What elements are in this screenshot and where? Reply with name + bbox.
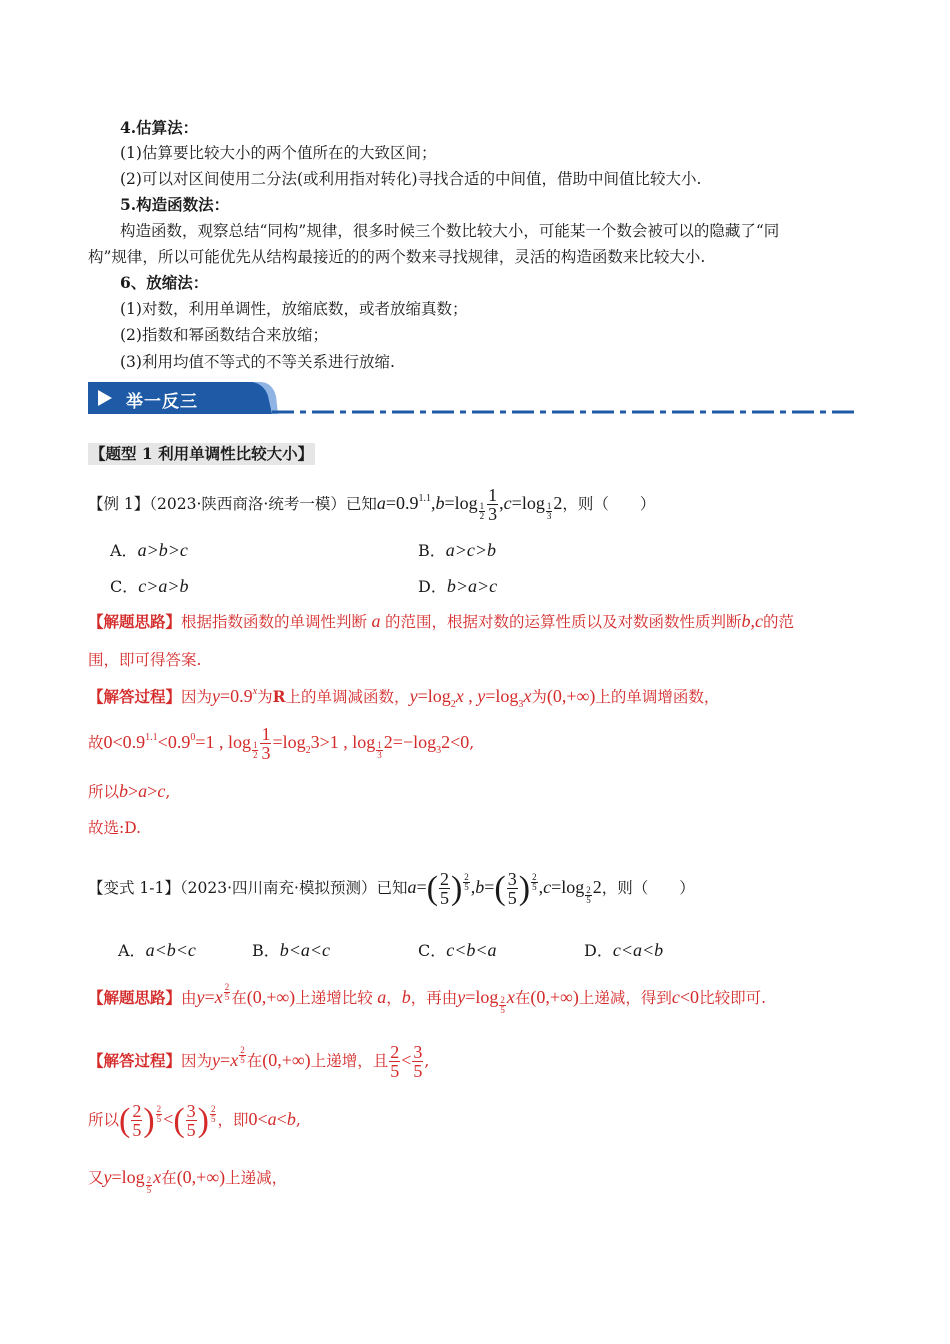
variant1-tail: ，则（ ） <box>601 879 695 897</box>
variant1-question <box>88 862 695 912</box>
method6-line1: (1)对数，利用单调性，放缩底数，或者放缩真数； <box>120 300 468 318</box>
method6-title: 6、放缩法： <box>120 273 209 292</box>
variant1-proc-tag: 【解答过程】 <box>88 1051 182 1070</box>
example1-expr: $a=0.9^{1.1},b=\log$ $_{\frac{1}{2}}$ $\frac{1}{3}$ ,c=log $_{\frac{1}{3}}$ 2 <box>376 485 563 525</box>
variant1-choice-b[interactable]: B．b<a<c <box>252 940 331 960</box>
banner-dash-line <box>272 410 860 414</box>
example1-question <box>88 483 655 523</box>
example1-tag: 【例 1】 <box>88 495 150 513</box>
example1-proc-line1: 【解答过程】因为$y=0.9^x$为R上的单调减函数，$y=\log_2x$ , $y=\log_3x$为(0,+∞)上的单调增函数， <box>88 686 720 710</box>
variant1-source: （2023·四川南充·模拟预测）已知 <box>179 879 408 897</box>
method6-line2: (2)指数和幂函数结合来放缩； <box>120 326 328 344</box>
example1-choice-b[interactable]: B．a>c>b <box>418 540 497 560</box>
method5-title: 5.构造函数法： <box>120 195 230 214</box>
variant1-idea-tag: 【解题思路】 <box>88 988 182 1007</box>
example1-idea-tag: 【解题思路】 <box>88 612 182 631</box>
method5-line1: 构造函数，观察总结“同构”规律，很多时候三个数比较大小，可能某一个数会被可以的隐藏了“同 <box>120 222 780 240</box>
example1-source: （2023·陕西商洛·统考一模）已知 <box>149 495 377 513</box>
example1-proc-line2: 故$0<0.9^{1.1}<0.9^0=1$ , log $_{\frac{1}{2}}$ $\frac{1}{3}$ $=\log_23>1$ , log $_{\frac{1}{3}}$ $2=-\log_32<0$, <box>88 724 475 764</box>
method4-title: 4.估算法： <box>120 118 199 137</box>
method6-line3: (3)利用均值不等式的不等关系进行放缩. <box>120 353 395 371</box>
banner-label: 举一反三 <box>126 392 198 412</box>
method4-line2: (2)可以对区间使用二分法(或利用指对转化)寻找合适的中间值，借助中间值比较大小. <box>120 170 702 188</box>
example1-proc-line4: 故选:D. <box>88 819 142 837</box>
section-banner <box>88 382 278 414</box>
variant1-choice-d[interactable]: D．c<a<b <box>584 940 664 960</box>
example1-choice-d[interactable]: D．b>a>c <box>418 576 498 596</box>
example1-proc-tag: 【解答过程】 <box>88 687 182 706</box>
variant1-choice-a[interactable]: A．a<b<c <box>118 940 196 960</box>
example1-choice-a[interactable]: A．a>b>c <box>110 540 188 560</box>
variant1-tag: 【变式 1-1】 <box>88 879 180 897</box>
variant1-proc-line2: 所以( $\frac{2}{5}$ ) $^{\frac{2}{5}}$ <( $\frac{3}{5}$ ) $^{\frac{2}{5}}$ ，即0<a<b, <box>88 1101 301 1141</box>
variant1-choice-c[interactable]: C．c<b<a <box>418 940 497 960</box>
example1-idea-wrap: 围，即可得答案. <box>88 651 202 669</box>
variant1-idea: 【解题思路】由y=x $^{\frac{2}{5}}$ 在(0,+∞)上递增比较 a，b，再由y=log $_{\frac{2}{5}}$ x在(0,+∞)上递减，得到c<0比较即可. <box>88 982 766 1016</box>
method5-line2: 构”规律，所以可能优先从结构最接近的的两个数来寻找规律，灵活的构造函数来比较大小. <box>88 248 706 266</box>
example1-tail: ，则（ ） <box>562 495 656 513</box>
example1-proc-line3: 所以b>a>c, <box>88 781 171 801</box>
variant1-proc-line1: 【解答过程】因为y=x $^{\frac{2}{5}}$ 在(0,+∞)上递增，且 $\frac{2}{5}$ < $\frac{3}{5}$ , <box>88 1042 430 1082</box>
variant1-proc-line3: 又y=log $_{\frac{2}{5}}$ x在(0,+∞)上递减， <box>88 1167 288 1196</box>
example1-idea: 【解题思路】根据指数函数的单调性判断 a 的范围，根据对数的运算性质以及对数函数性质判断b,c的范 <box>88 611 795 631</box>
method4-line1: (1)估算要比较大小的两个值所在的大致区间； <box>120 144 437 162</box>
variant1-expr: a=( $\frac{2}{5}$ ) $^{\frac{2}{5}}$ ,b=( $\frac{3}{5}$ ) $^{\frac{2}{5}}$ ,c=log $_{\frac{2}{5}}$ 2 <box>407 869 602 909</box>
example1-choice-c[interactable]: C．c>a>b <box>110 576 189 596</box>
type1-label: 【题型 1 利用单调性比较大小】 <box>90 444 314 463</box>
